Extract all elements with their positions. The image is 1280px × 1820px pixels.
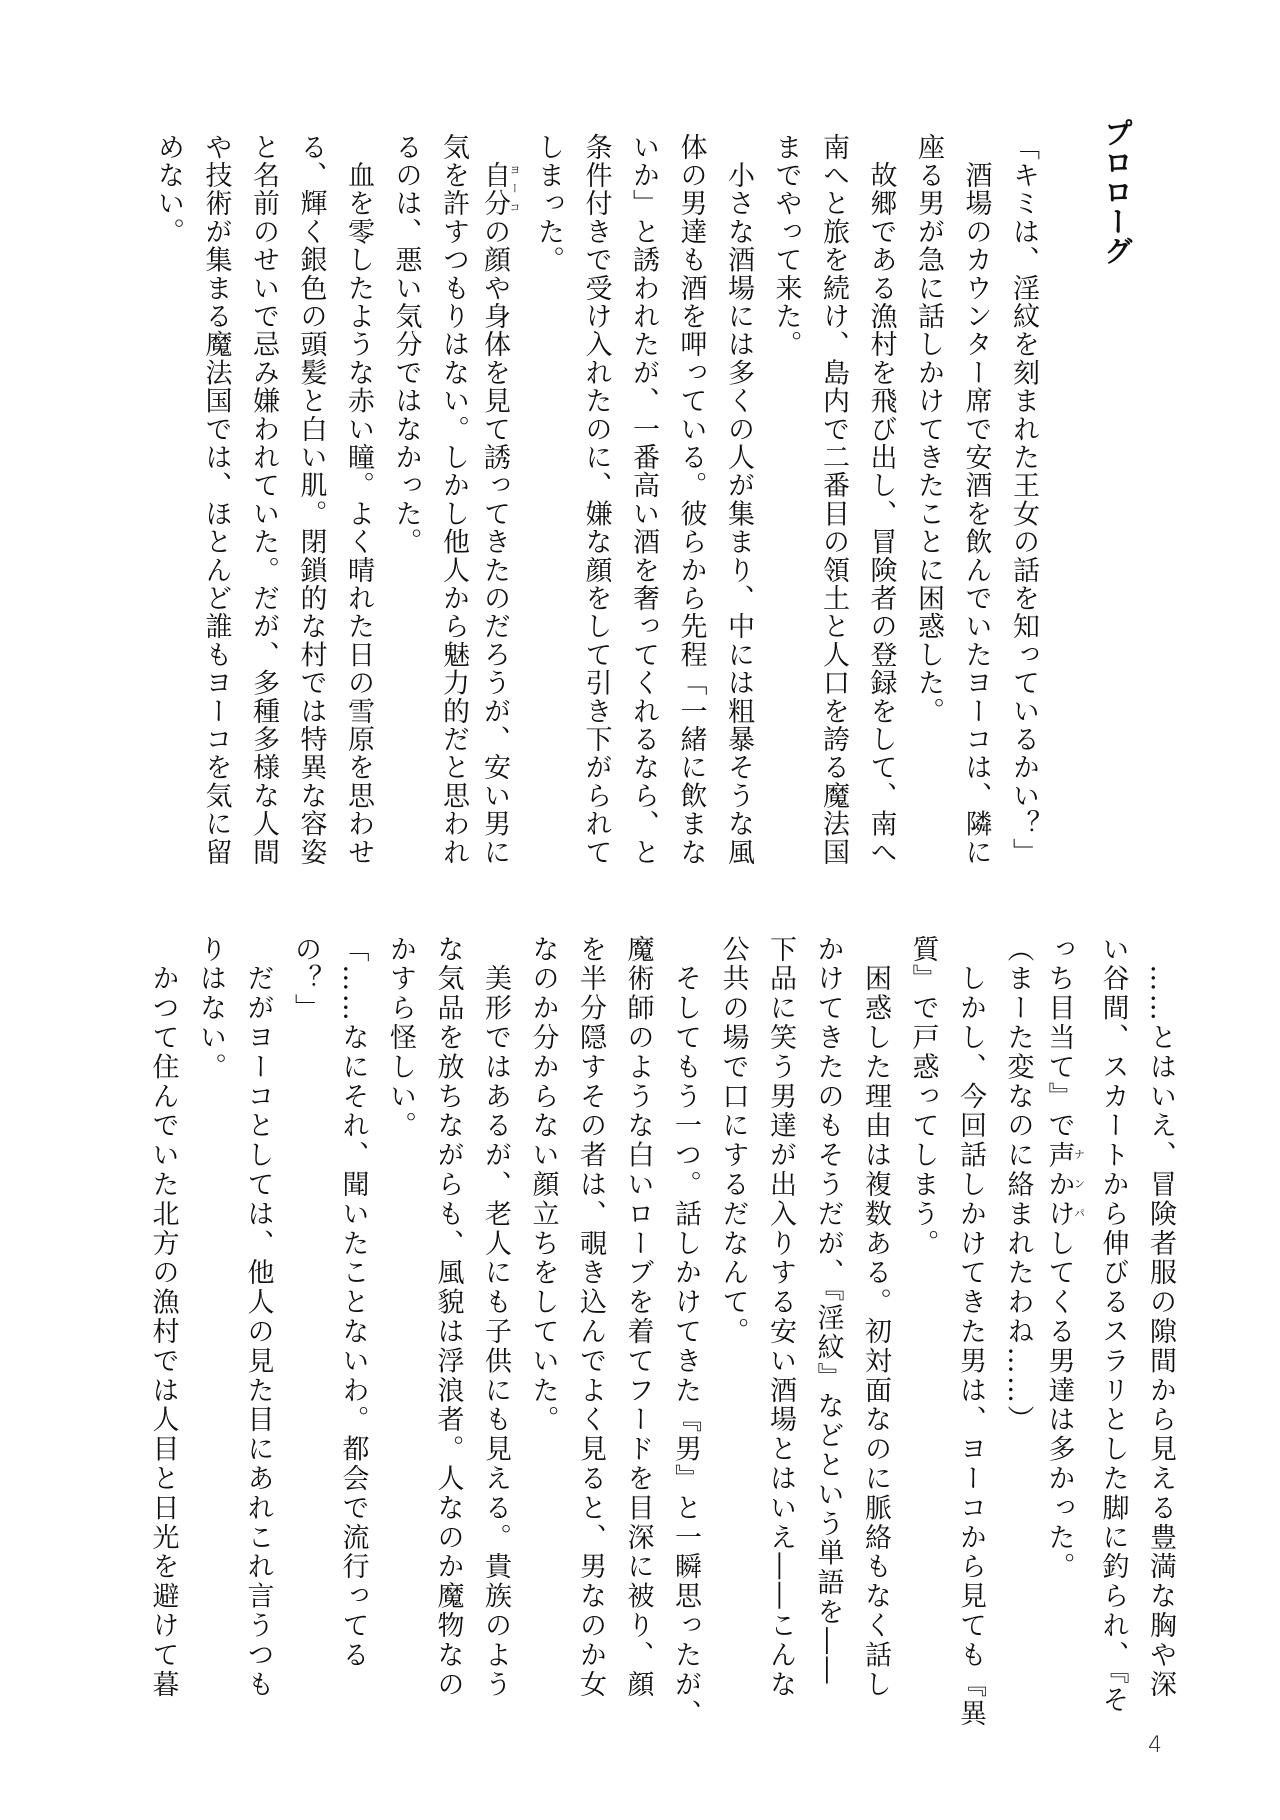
- text-segment: っち目当て』で: [1043, 935, 1075, 1141]
- text-column: な気品を放ちながらも、風貌は浮浪者。人なのか魔物なの: [432, 935, 464, 1700]
- text-column: 質』で戸惑ってしまう。: [907, 935, 939, 1259]
- text-column: [481, 133, 521, 866]
- text-column: 下品に笑う男達が出入りする安い酒場とはいえ――こんな: [765, 935, 796, 1700]
- text-column: 公共の場で口にするだなんて。: [717, 935, 749, 1347]
- text-column: 美形ではあるが、老人にも子供にも見える。貴族のよう: [480, 935, 511, 1700]
- text-segment: [479, 133, 510, 161]
- text-column: の？」: [290, 935, 321, 1024]
- text-column: い谷間、スカートから伸びるスラリとした脚に釣られ、『そ: [1097, 935, 1129, 1716]
- text-column: めない。: [153, 133, 184, 246]
- page-number: 4: [1148, 1733, 1162, 1758]
- text-column: [1045, 935, 1085, 1582]
- text-column: 血を零したような赤い瞳。よく晴れた日の雪原を思わせ: [343, 133, 374, 867]
- text-column: 「……なにそれ、聞いたことないわ。都会で流行ってる: [337, 935, 369, 1670]
- chapter-title: プロローグ: [1100, 118, 1134, 266]
- text-column: と名前のせいで忌み嫌われていた。だが、多種多様な人間: [248, 133, 279, 867]
- ruby-annotation: [479, 161, 521, 218]
- text-column: かけてきたのもそうだが、『淫紋』などという単語を――: [812, 935, 844, 1686]
- text-column: だがヨーコとしては、他人の見た目にあれこれ言うつも: [242, 935, 274, 1700]
- text-column: 困惑した理由は複数ある。初対面なのに脈絡もなく話し: [860, 935, 891, 1700]
- text-column: ……とはいえ、冒険者服の隙間から見える豊満な胸や深: [1145, 935, 1176, 1700]
- ruby-base: 自分: [479, 161, 510, 218]
- ruby-reading: ナンパ: [1072, 1140, 1086, 1229]
- text-column: 体の男達も酒を呷っている。彼らから先程「一緒に飲まな: [675, 133, 707, 867]
- text-column: を半分隠すその者は、覗き込んでよく見ると、男なのか女: [575, 935, 606, 1700]
- ruby-annotation: [1043, 1140, 1086, 1230]
- ruby-reading: ヨーコ: [508, 161, 521, 218]
- text-column: 小さな酒場には多くの人が集まり、中には粗暴そうな風: [723, 133, 754, 867]
- text-column: しかし、今回話しかけてきた男は、ヨーコから見ても『異: [955, 935, 986, 1729]
- text-column: 「キミは、淫紋を刻まれた王女の話を知っているかい？」: [1008, 133, 1039, 867]
- text-column: しまった。: [533, 133, 564, 274]
- text-column: る、輝く銀色の頭髪と白い肌。閉鎖的な村では特異な容姿: [295, 133, 327, 867]
- text-column: （まーた変なのに絡まれたわね……）: [1002, 935, 1034, 1435]
- text-segment: してくる男達は多かった。: [1043, 1229, 1075, 1582]
- text-column: りはない。: [195, 935, 226, 1082]
- text-column: 酒場のカウンター席で安酒を飲んでいたヨーコは、隣に: [960, 133, 992, 867]
- text-column: 魔術師のような白いローブを着てフードを目深に被り、顔: [622, 935, 654, 1700]
- text-column: なのか分からない顔立ちをしていた。: [527, 935, 559, 1435]
- text-column: そしてもう一つ。話しかけてきた『男』と一瞬思ったが、: [670, 935, 701, 1729]
- text-column: 故郷である漁村を飛び出し、冒険者の登録をして、南へ: [865, 133, 897, 867]
- text-column: いか」と誘われたが、一番高い酒を奢ってくれるなら、と: [628, 133, 659, 867]
- text-column: かつて住んでいた北方の漁村では人目と日光を避けて暮: [147, 935, 179, 1700]
- text-column: や技術が集まる魔法国では、ほとんど誰もヨーコを気に留: [200, 133, 232, 867]
- text-column: 条件付きで受け入れたのに、嫌な顔をして引き下がられて: [580, 133, 612, 867]
- text-column: 座る男が急に話しかけてきたことに困惑した。: [913, 133, 944, 726]
- text-column: までやって来た。: [770, 133, 802, 359]
- text-column: 南へと旅を続け、島内で二番目の領土と人口を誇る魔法国: [818, 133, 849, 867]
- text-segment: の顔や身体を見て誘ってきたのだろうが、安い男に: [479, 217, 510, 867]
- ruby-base: 声かけ: [1043, 1140, 1075, 1230]
- text-column: るのは、悪い気分ではなかった。: [390, 133, 422, 556]
- text-column: 気を許すつもりはない。しかし他人から魅力的だと思われ: [438, 133, 469, 867]
- text-column: かすら怪しい。: [385, 935, 416, 1141]
